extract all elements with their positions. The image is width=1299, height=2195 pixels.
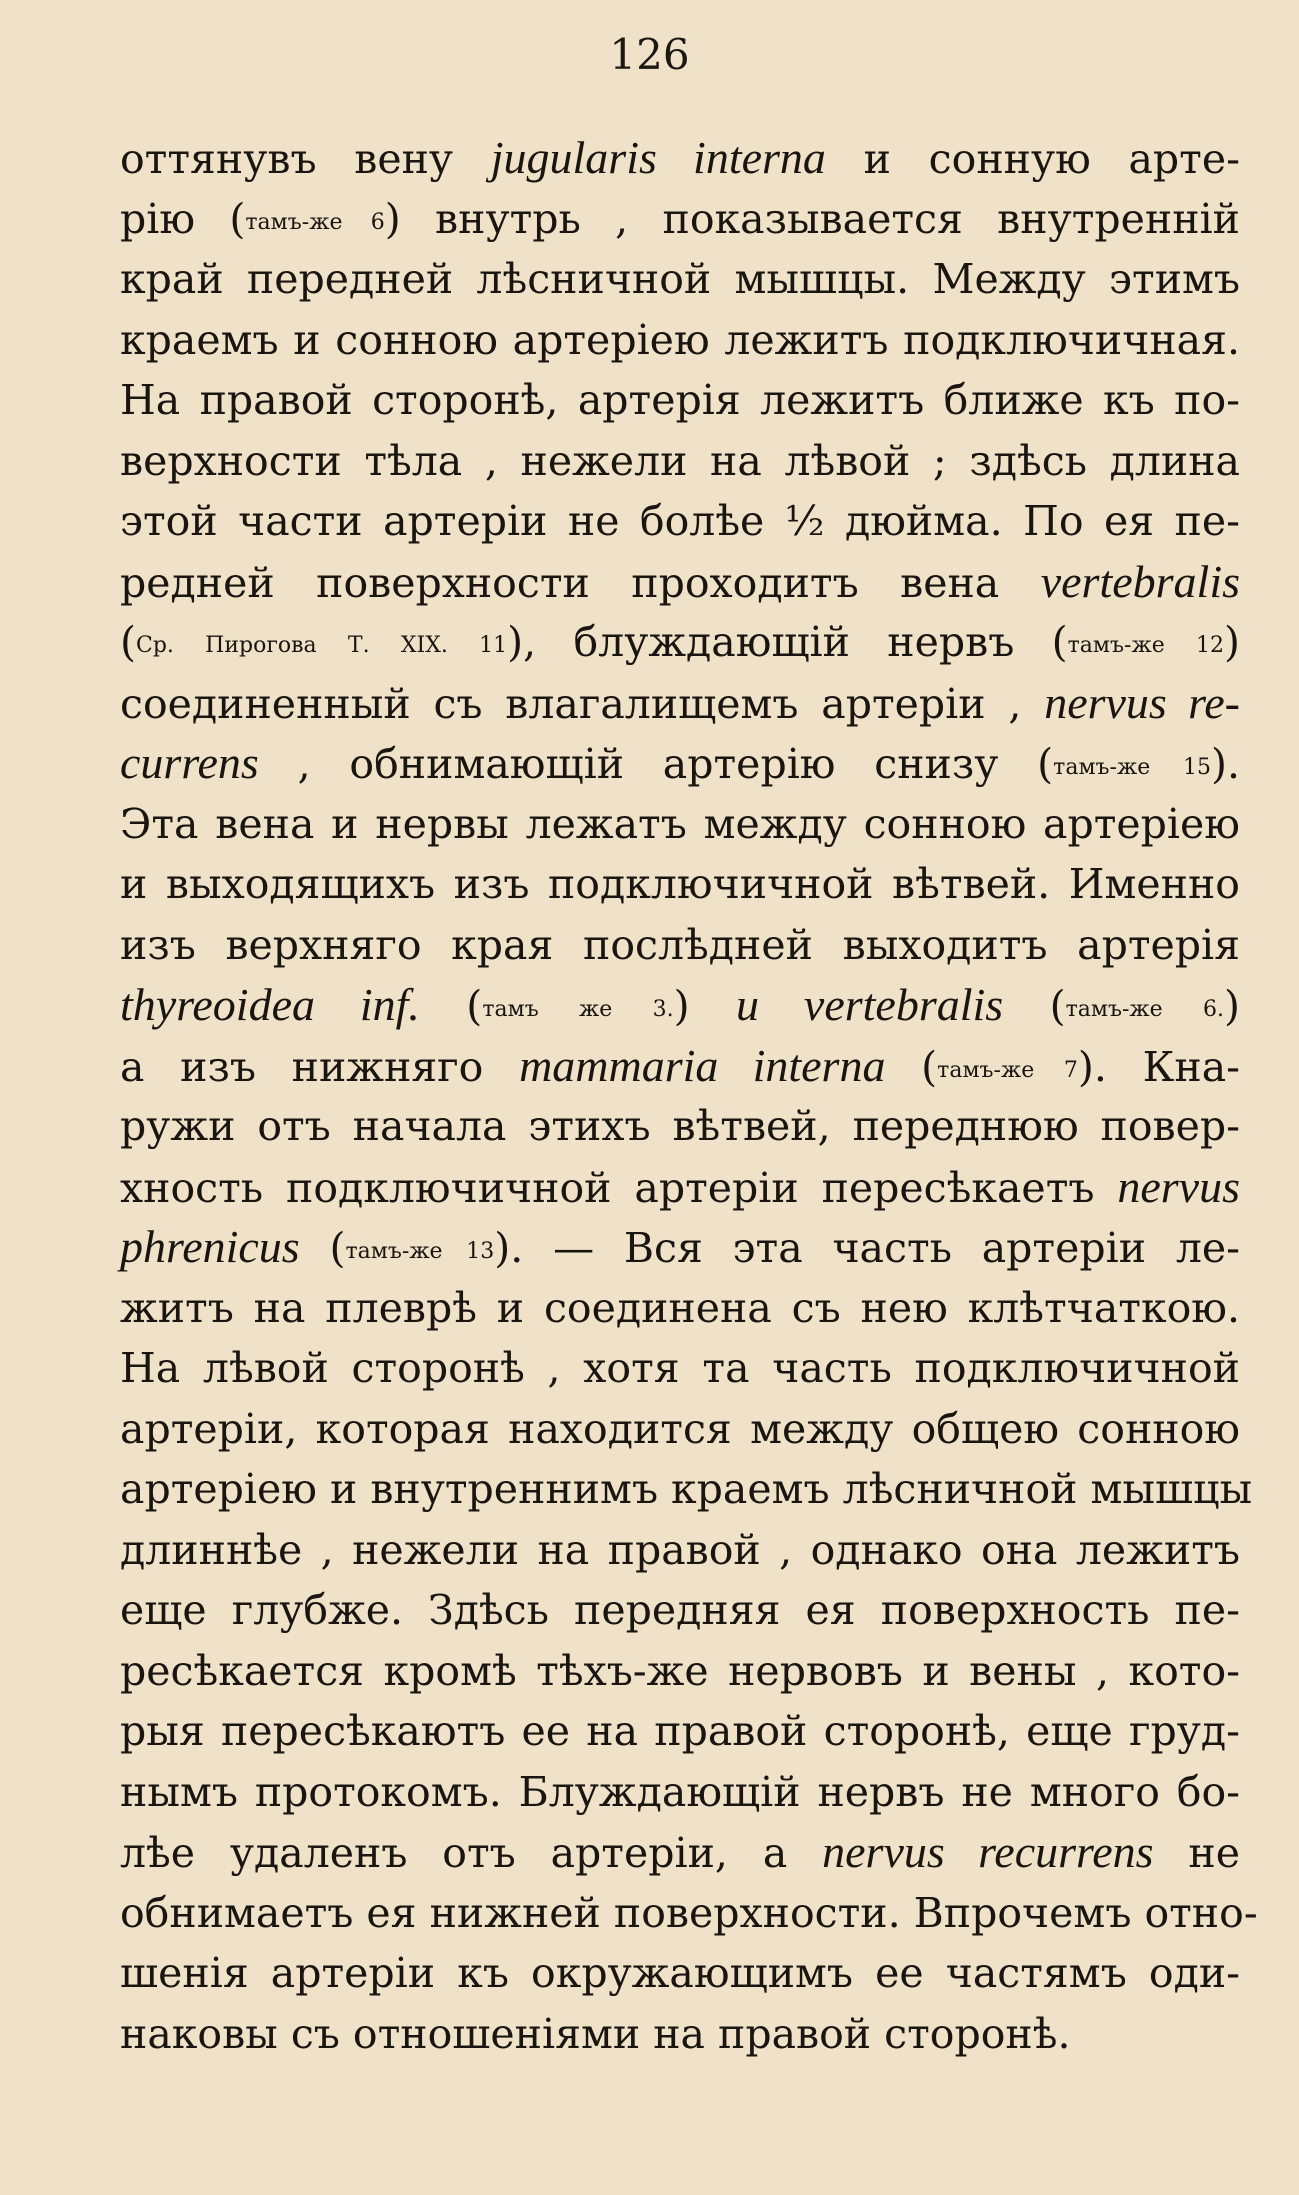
text-span: ( bbox=[299, 1224, 346, 1272]
text-span: ( bbox=[419, 982, 483, 1030]
text-span: ) bbox=[673, 982, 737, 1030]
text-span: артеріею и внутреннимъ краемъ лѣсничной мышцы bbox=[120, 1465, 1253, 1513]
text-line bbox=[120, 552, 1240, 612]
latin-term: jugularis interna bbox=[490, 132, 826, 183]
text-span: , обнимающій артерію снизу ( bbox=[258, 740, 1054, 788]
text-span: обнимаетъ ея нижней поверхности. Впрочемъ отно- bbox=[120, 1888, 1258, 1937]
text-line bbox=[120, 310, 1240, 370]
text-span: На лѣвой сторонѣ , хотя та часть подключичной bbox=[120, 1344, 1240, 1392]
text-span: ) bbox=[1224, 982, 1241, 1030]
page-number: 126 bbox=[609, 30, 690, 79]
text-span: ( bbox=[885, 1042, 938, 1091]
text-line bbox=[120, 1459, 1253, 1519]
text-span: хность подключичной артеріи пересѣкаетъ bbox=[120, 1163, 1118, 1212]
text-span: житъ на плеврѣ и соединена съ нею клѣтчаткою. bbox=[120, 1283, 1240, 1332]
text-span: ресѣкается кромѣ тѣхъ-же нервовъ и вены , кото- bbox=[120, 1646, 1240, 1695]
figure-reference: тамъ-же 13 bbox=[345, 1239, 495, 1264]
latin-term: nervus bbox=[1117, 1160, 1240, 1212]
text-line bbox=[120, 612, 1240, 672]
latin-term: mammaria interna bbox=[519, 1039, 886, 1091]
text-span: ), блуждающій нервъ ( bbox=[507, 618, 1068, 666]
text-line bbox=[120, 1278, 1240, 1338]
text-span: ) внутрь , показывается внутренній bbox=[384, 194, 1240, 243]
text-span: рыя пересѣкаютъ ее на правой сторонѣ, еще груд- bbox=[120, 1707, 1240, 1755]
text-span: ) bbox=[1224, 618, 1240, 666]
text-line bbox=[120, 673, 1240, 733]
text-span: а изъ нижняго bbox=[120, 1042, 520, 1091]
text-line bbox=[120, 1096, 1240, 1156]
text-span: оттянувъ вену bbox=[120, 135, 491, 183]
figure-reference: тамъ-же 6 bbox=[245, 209, 385, 235]
figure-reference: тамъ-же 7 bbox=[937, 1057, 1078, 1083]
text-line bbox=[120, 1943, 1240, 2003]
text-span: не bbox=[1153, 1829, 1240, 1877]
latin-term: thyreoidea inf. bbox=[120, 979, 420, 1030]
text-span: ( bbox=[1003, 982, 1066, 1030]
text-line bbox=[120, 491, 1240, 551]
text-span: рію ( bbox=[120, 194, 246, 243]
text-line bbox=[120, 975, 1240, 1035]
text-line bbox=[120, 249, 1240, 309]
text-span: край передней лѣсничной мышцы. Между этимъ bbox=[120, 255, 1240, 303]
text-line bbox=[120, 1520, 1240, 1580]
text-span: длиннѣе , нежели на правой , однако она лежитъ bbox=[120, 1525, 1240, 1574]
figure-reference: тамъ-же 6. bbox=[1065, 997, 1225, 1022]
figure-reference: Ср. Пирогова Т. XIX. 11 bbox=[136, 633, 508, 658]
text-line bbox=[120, 733, 1240, 793]
figure-reference: тамъ-же 15 bbox=[1053, 755, 1211, 780]
text-span: редней поверхности проходитъ вена bbox=[120, 558, 1041, 607]
text-span: изъ верхняго края послѣдней выходитъ артерія bbox=[120, 920, 1240, 969]
text-line bbox=[120, 370, 1240, 430]
text-line bbox=[120, 128, 1240, 188]
text-span: и сонную арте- bbox=[825, 135, 1240, 183]
text-span: ). bbox=[1210, 740, 1241, 788]
text-line bbox=[120, 1399, 1240, 1459]
text-span: еще глубже. Здѣсь передняя ея поверхность пе- bbox=[120, 1586, 1240, 1634]
latin-term: phrenicus bbox=[120, 1221, 300, 1272]
text-span: соединенный съ влагалищемъ артеріи , bbox=[120, 679, 1045, 728]
text-line bbox=[120, 1217, 1240, 1277]
text-line bbox=[120, 1036, 1240, 1096]
figure-reference: тамъ-же 12 bbox=[1067, 633, 1224, 658]
text-span: наковы съ отношеніями на правой сторонѣ. bbox=[120, 2009, 1071, 2058]
text-line bbox=[120, 1641, 1240, 1701]
text-span: ). — Вся эта часть артеріи ле- bbox=[494, 1224, 1240, 1272]
text-span: шенія артеріи къ окружающимъ ее частямъ оди- bbox=[120, 1949, 1240, 1997]
text-span: На правой сторонѣ, артерія лежитъ ближе къ по- bbox=[120, 376, 1240, 424]
text-span: нымъ протокомъ. Блуждающій нервъ не много бо- bbox=[120, 1767, 1240, 1816]
text-span: лѣе удаленъ отъ артеріи, а bbox=[120, 1829, 823, 1877]
text-span: ( bbox=[120, 618, 136, 666]
text-span: ). Кна- bbox=[1077, 1042, 1240, 1091]
text-line bbox=[120, 1157, 1240, 1217]
text-line bbox=[120, 189, 1240, 249]
text-span: артеріи, которая находится между общею сонною bbox=[120, 1404, 1240, 1453]
text-line bbox=[120, 1762, 1240, 1822]
text-span: краемъ и сонною артеріею лежитъ подключичная. bbox=[120, 315, 1240, 364]
latin-term: vertebralis bbox=[1040, 555, 1240, 607]
latin-term: и vertebralis bbox=[736, 979, 1004, 1030]
text-line bbox=[120, 915, 1240, 975]
text-line bbox=[120, 854, 1240, 914]
text-span: и выходящихъ изъ подключичной вѣтвей. Именно bbox=[120, 860, 1240, 908]
figure-reference: тамъ же 3. bbox=[482, 997, 674, 1022]
text-span: ружи отъ начала этихъ вѣтвей, переднюю повер- bbox=[120, 1102, 1240, 1150]
text-line bbox=[120, 1883, 1258, 1943]
text-span: верхности тѣла , нежели на лѣвой ; здѣсь длина bbox=[120, 436, 1240, 485]
text-span: Эта вена и нервы лежатъ между сонною артеріею bbox=[120, 799, 1240, 848]
text-line bbox=[120, 1580, 1240, 1640]
text-line bbox=[120, 1701, 1240, 1761]
text-line bbox=[120, 2004, 1240, 2064]
text-span: этой части артеріи не болѣе ½ дюйма. По ея пе- bbox=[120, 497, 1240, 545]
latin-term: nervus recurrens bbox=[822, 1826, 1154, 1877]
latin-term: currens bbox=[120, 737, 259, 788]
text-line bbox=[120, 431, 1240, 491]
text-line bbox=[120, 1822, 1240, 1882]
text-line bbox=[120, 794, 1240, 854]
text-line bbox=[120, 1338, 1240, 1398]
latin-term: nervus re- bbox=[1044, 676, 1240, 728]
